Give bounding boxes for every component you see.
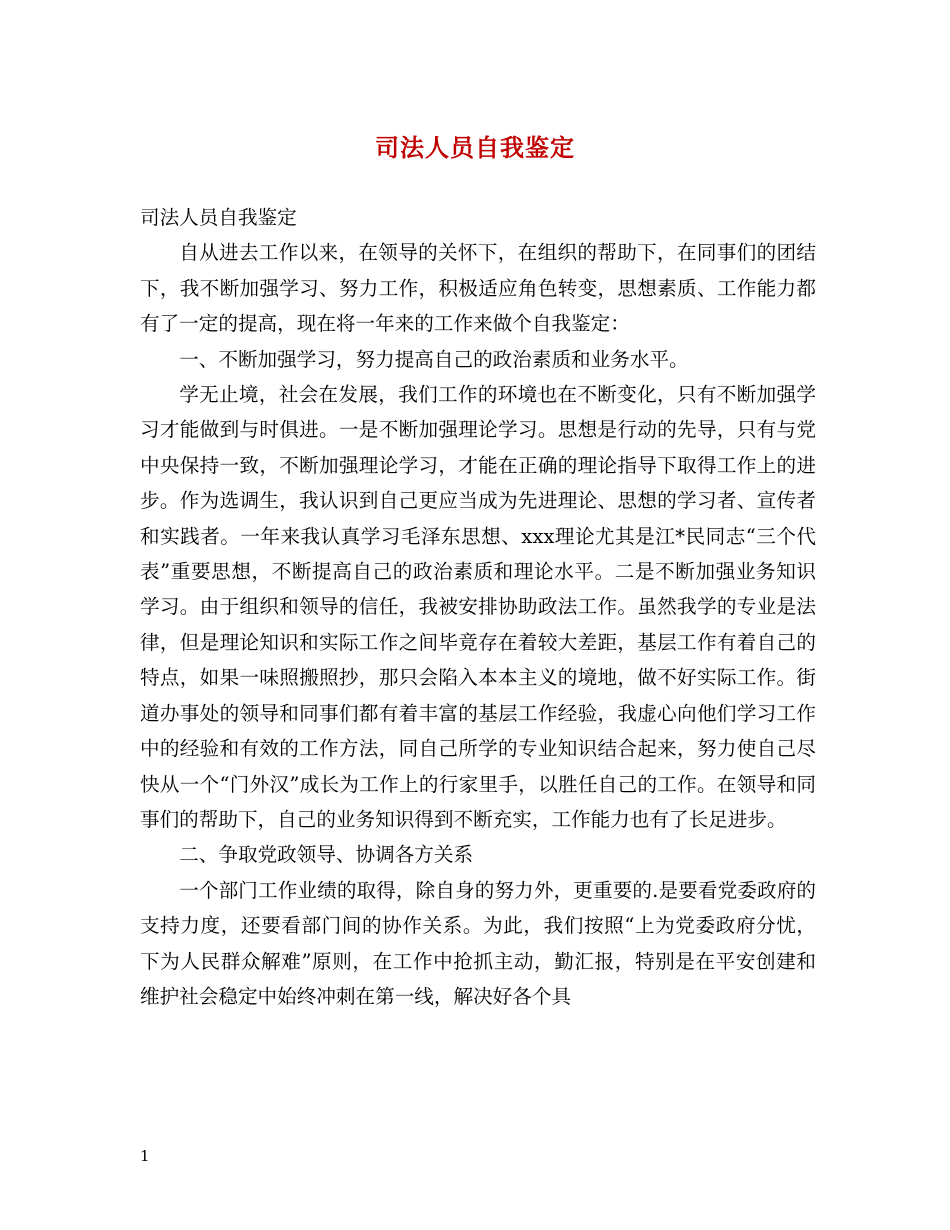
page-number: 1 bbox=[140, 1147, 150, 1165]
document-subtitle: 司法人员自我鉴定 bbox=[140, 206, 297, 229]
paragraph-intro: 自从进去工作以来，在领导的关怀下，在组织的帮助下，在同事们的团结下，我不断加强学习、努力工作，积极适应角色转变，思想素质、工作能力都有了一定的提高，现在将一年来的工作来做个自我鉴定： bbox=[140, 241, 816, 336]
section-heading-1: 一、不断加强学习，努力提高自己的政治素质和业务水平。 bbox=[179, 347, 689, 371]
document-title: 司法人员自我鉴定 bbox=[375, 133, 575, 162]
paragraph-coordination: 一个部门工作业绩的取得，除自身的努力外，更重要的.是要看党委政府的支持力度，还要看部门间的协作关系。为此，我们按照“上为党委政府分忧，下为人民群众解难”原则，在工作中抢抓主动，勤汇报，特别是在平安创建和维护社会稳定中始终冲刺在第一线，解决好各个具 bbox=[140, 878, 816, 1008]
paragraph-study: 学无止境，社会在发展，我们工作的环境也在不断变化，只有不断加强学习才能做到与时俱进。一是不断加强理论学习。思想是行动的先导，只有与党中央保持一致，不断加强理论学习，才能在正确的理论指导下取得工作上的进步。作为选调生，我认识到自己更应当成为先进理论、思想的学习者、宣传者和实践者。一年来我认真学习毛泽东思想、xxx理论尤其是江*民同志“三个代表”重要思想，不断提高自己的政治素质和理论水平。二是不断加强业务知识学习。由于组织和领导的信任，我被安排协助政法工作。虽然我学的专业是法律，但是理论知识和实际工作之间毕竟存在着较大差距，基层工作有着自己的特点，如果一味照搬照抄，那只会陷入本本主义的境地，做不好实际工作。街道办事处的领导和同事们都有着丰富的基层工作经验，我虚心向他们学习工作中的经验和有效的工作方法，同自己所学的专业知识结合起来，努力使自己尽快从一个“门外汉”成长为工作上的行家里手，以胜任自己的工作。在领导和同事们的帮助下，自己的业务知识得到不断充实，工作能力也有了长足进步。 bbox=[140, 383, 816, 831]
document-body bbox=[140, 200, 816, 1014]
section-heading-2: 二、争取党政领导、协调各方关系 bbox=[179, 843, 474, 867]
